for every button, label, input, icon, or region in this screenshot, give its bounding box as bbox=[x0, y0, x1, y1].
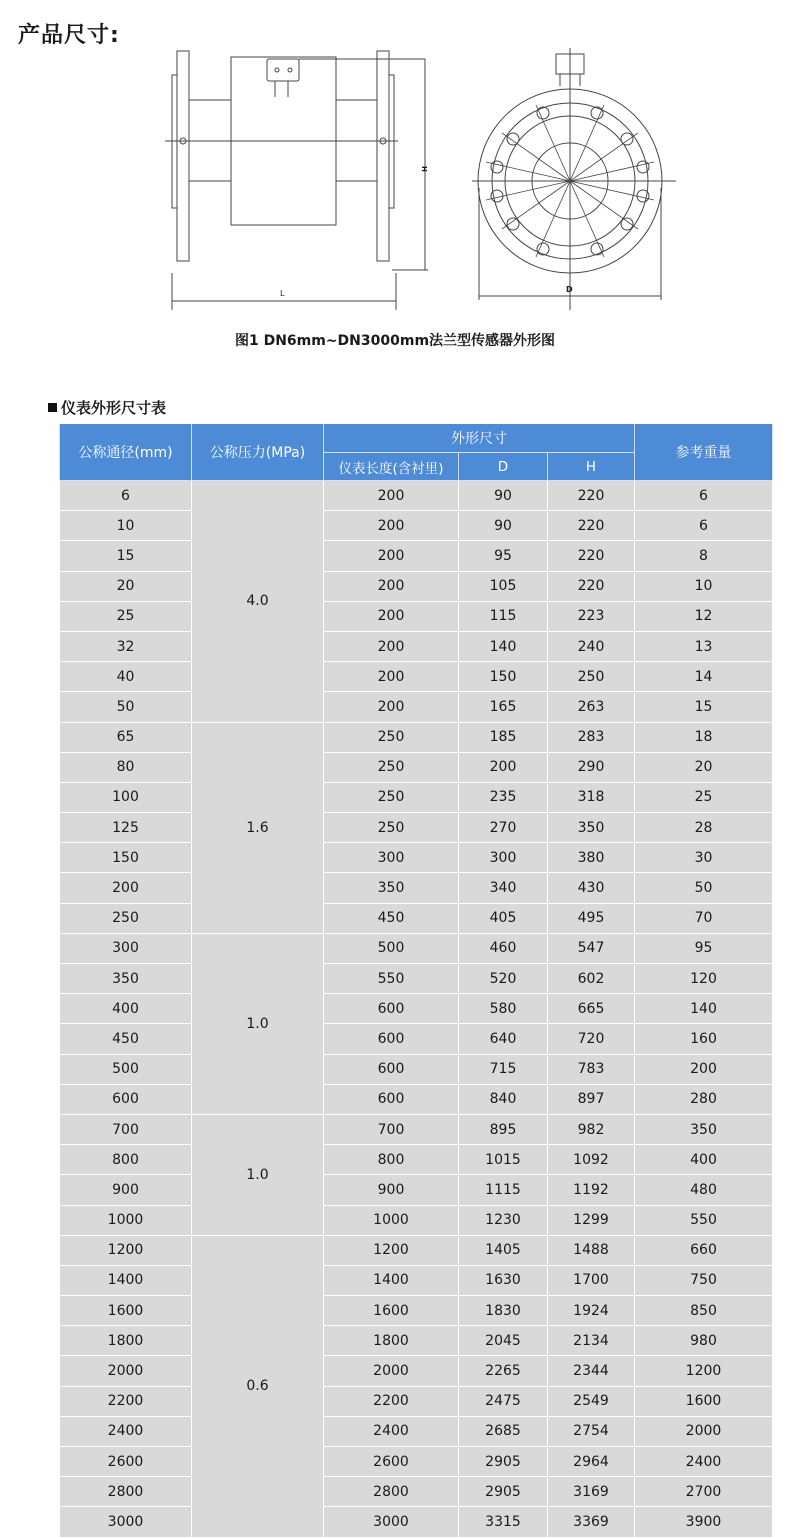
cell-length: 700 bbox=[324, 1114, 459, 1144]
cell-length: 250 bbox=[324, 782, 459, 812]
table-row bbox=[60, 843, 773, 873]
cell-weight: 350 bbox=[635, 1114, 773, 1144]
table-row bbox=[60, 994, 773, 1024]
cell-h: 350 bbox=[548, 813, 635, 843]
cell-length: 200 bbox=[324, 662, 459, 692]
cell-h: 380 bbox=[548, 843, 635, 873]
cell-weight: 13 bbox=[635, 631, 773, 661]
cell-h: 220 bbox=[548, 481, 635, 511]
table-row bbox=[60, 631, 773, 661]
cell-d: 715 bbox=[459, 1054, 548, 1084]
cell-d: 1115 bbox=[459, 1175, 548, 1205]
cell-length: 600 bbox=[324, 1054, 459, 1084]
cell-h: 3169 bbox=[548, 1477, 635, 1507]
cell-d: 2265 bbox=[459, 1356, 548, 1386]
table-row bbox=[60, 1507, 773, 1537]
cell-length: 300 bbox=[324, 843, 459, 873]
header-d: D bbox=[459, 453, 548, 481]
cell-length: 200 bbox=[324, 692, 459, 722]
cell-length: 250 bbox=[324, 813, 459, 843]
cell-weight: 14 bbox=[635, 662, 773, 692]
cell-dn: 1800 bbox=[60, 1326, 192, 1356]
cell-d: 840 bbox=[459, 1084, 548, 1114]
cell-h: 290 bbox=[548, 752, 635, 782]
cell-d: 235 bbox=[459, 782, 548, 812]
table-row bbox=[60, 1296, 773, 1326]
cell-dn: 80 bbox=[60, 752, 192, 782]
section-title-text: 仪表外形尺寸表 bbox=[61, 399, 167, 417]
cell-dn: 10 bbox=[60, 511, 192, 541]
cell-dn: 6 bbox=[60, 481, 192, 511]
cell-length: 2400 bbox=[324, 1416, 459, 1446]
cell-dn: 600 bbox=[60, 1084, 192, 1114]
square-bullet-icon bbox=[48, 403, 57, 412]
cell-length: 200 bbox=[324, 481, 459, 511]
header-dn: 公称通径(mm) bbox=[60, 424, 192, 481]
cell-h: 430 bbox=[548, 873, 635, 903]
cell-d: 640 bbox=[459, 1024, 548, 1054]
cell-dn: 900 bbox=[60, 1175, 192, 1205]
table-row bbox=[60, 601, 773, 631]
cell-h: 897 bbox=[548, 1084, 635, 1114]
cell-length: 3000 bbox=[324, 1507, 459, 1537]
cell-h: 2134 bbox=[548, 1326, 635, 1356]
cell-h: 220 bbox=[548, 571, 635, 601]
cell-length: 2800 bbox=[324, 1477, 459, 1507]
table-row bbox=[60, 873, 773, 903]
header-length: 仪表长度(含衬里) bbox=[324, 453, 459, 481]
table-row bbox=[60, 1084, 773, 1114]
cell-d: 115 bbox=[459, 601, 548, 631]
cell-dn: 450 bbox=[60, 1024, 192, 1054]
cell-dn: 1400 bbox=[60, 1265, 192, 1295]
cell-length: 2600 bbox=[324, 1447, 459, 1477]
cell-h: 263 bbox=[548, 692, 635, 722]
cell-d: 185 bbox=[459, 722, 548, 752]
table-row bbox=[60, 541, 773, 571]
table-row bbox=[60, 1145, 773, 1175]
table-row bbox=[60, 752, 773, 782]
cell-length: 200 bbox=[324, 571, 459, 601]
cell-weight: 120 bbox=[635, 964, 773, 994]
cell-d: 90 bbox=[459, 481, 548, 511]
cell-dn: 1200 bbox=[60, 1235, 192, 1265]
cell-dn: 32 bbox=[60, 631, 192, 661]
cell-weight: 980 bbox=[635, 1326, 773, 1356]
cell-dn: 200 bbox=[60, 873, 192, 903]
cell-d: 200 bbox=[459, 752, 548, 782]
cell-h: 495 bbox=[548, 903, 635, 933]
cell-dn: 350 bbox=[60, 964, 192, 994]
cell-weight: 400 bbox=[635, 1145, 773, 1175]
cell-d: 90 bbox=[459, 511, 548, 541]
cell-dn: 15 bbox=[60, 541, 192, 571]
cell-h: 547 bbox=[548, 933, 635, 963]
header-h: H bbox=[548, 453, 635, 481]
cell-d: 340 bbox=[459, 873, 548, 903]
cell-dn: 800 bbox=[60, 1145, 192, 1175]
table-row bbox=[60, 1265, 773, 1295]
header-pressure: 公称压力(MPa) bbox=[192, 424, 324, 481]
cell-d: 1630 bbox=[459, 1265, 548, 1295]
cell-length: 500 bbox=[324, 933, 459, 963]
cell-h: 250 bbox=[548, 662, 635, 692]
cell-h: 318 bbox=[548, 782, 635, 812]
table-row bbox=[60, 1175, 773, 1205]
cell-h: 1299 bbox=[548, 1205, 635, 1235]
dimension-table bbox=[59, 424, 773, 1538]
section-title bbox=[48, 397, 166, 418]
cell-d: 270 bbox=[459, 813, 548, 843]
table-body bbox=[60, 481, 773, 1538]
cell-d: 140 bbox=[459, 631, 548, 661]
cell-h: 2754 bbox=[548, 1416, 635, 1446]
cell-length: 200 bbox=[324, 541, 459, 571]
cell-weight: 160 bbox=[635, 1024, 773, 1054]
cell-pressure: 1.0 bbox=[192, 1114, 324, 1235]
cell-dn: 250 bbox=[60, 903, 192, 933]
cell-d: 300 bbox=[459, 843, 548, 873]
page-title: 产品尺寸: bbox=[18, 23, 120, 48]
table-row bbox=[60, 782, 773, 812]
front-view-drawing bbox=[472, 48, 676, 310]
cell-dn: 700 bbox=[60, 1114, 192, 1144]
cell-dn: 2200 bbox=[60, 1386, 192, 1416]
cell-length: 550 bbox=[324, 964, 459, 994]
header-dimensions: 外形尺寸 bbox=[324, 424, 635, 453]
cell-weight: 20 bbox=[635, 752, 773, 782]
cell-d: 105 bbox=[459, 571, 548, 601]
cell-pressure: 1.6 bbox=[192, 722, 324, 933]
cell-weight: 660 bbox=[635, 1235, 773, 1265]
cell-weight: 3900 bbox=[635, 1507, 773, 1537]
cell-h: 220 bbox=[548, 511, 635, 541]
cell-d: 405 bbox=[459, 903, 548, 933]
cell-dn: 50 bbox=[60, 692, 192, 722]
table-row bbox=[60, 1447, 773, 1477]
cell-d: 2685 bbox=[459, 1416, 548, 1446]
cell-weight: 200 bbox=[635, 1054, 773, 1084]
svg-text:H: H bbox=[420, 166, 428, 172]
cell-dn: 1000 bbox=[60, 1205, 192, 1235]
cell-weight: 2000 bbox=[635, 1416, 773, 1446]
cell-weight: 18 bbox=[635, 722, 773, 752]
cell-weight: 6 bbox=[635, 481, 773, 511]
cell-weight: 550 bbox=[635, 1205, 773, 1235]
cell-dn: 1600 bbox=[60, 1296, 192, 1326]
cell-weight: 6 bbox=[635, 511, 773, 541]
cell-dn: 150 bbox=[60, 843, 192, 873]
cell-d: 1015 bbox=[459, 1145, 548, 1175]
cell-d: 2045 bbox=[459, 1326, 548, 1356]
cell-h: 665 bbox=[548, 994, 635, 1024]
table-row bbox=[60, 662, 773, 692]
cell-h: 1700 bbox=[548, 1265, 635, 1295]
cell-h: 1092 bbox=[548, 1145, 635, 1175]
cell-length: 200 bbox=[324, 631, 459, 661]
cell-dn: 25 bbox=[60, 601, 192, 631]
cell-h: 2549 bbox=[548, 1386, 635, 1416]
cell-dn: 20 bbox=[60, 571, 192, 601]
cell-dn: 2800 bbox=[60, 1477, 192, 1507]
table-row bbox=[60, 1416, 773, 1446]
cell-length: 1400 bbox=[324, 1265, 459, 1295]
side-view-drawing bbox=[165, 51, 428, 310]
cell-dn: 300 bbox=[60, 933, 192, 963]
cell-d: 2905 bbox=[459, 1447, 548, 1477]
cell-pressure: 1.0 bbox=[192, 933, 324, 1114]
table-row bbox=[60, 481, 773, 511]
cell-dn: 2600 bbox=[60, 1447, 192, 1477]
cell-length: 600 bbox=[324, 1024, 459, 1054]
cell-weight: 480 bbox=[635, 1175, 773, 1205]
cell-d: 895 bbox=[459, 1114, 548, 1144]
cell-weight: 25 bbox=[635, 782, 773, 812]
cell-d: 1405 bbox=[459, 1235, 548, 1265]
cell-dn: 500 bbox=[60, 1054, 192, 1084]
cell-d: 1230 bbox=[459, 1205, 548, 1235]
cell-weight: 28 bbox=[635, 813, 773, 843]
table-row bbox=[60, 1326, 773, 1356]
cell-h: 1488 bbox=[548, 1235, 635, 1265]
cell-h: 1924 bbox=[548, 1296, 635, 1326]
cell-length: 200 bbox=[324, 601, 459, 631]
cell-length: 1800 bbox=[324, 1326, 459, 1356]
cell-weight: 15 bbox=[635, 692, 773, 722]
cell-weight: 70 bbox=[635, 903, 773, 933]
cell-length: 600 bbox=[324, 994, 459, 1024]
cell-weight: 30 bbox=[635, 843, 773, 873]
cell-pressure: 0.6 bbox=[192, 1235, 324, 1537]
cell-h: 2344 bbox=[548, 1356, 635, 1386]
cell-weight: 1600 bbox=[635, 1386, 773, 1416]
table-row bbox=[60, 1356, 773, 1386]
figure-caption: 图1 DN6mm~DN3000mm法兰型传感器外形图 bbox=[234, 333, 556, 349]
table-row bbox=[60, 933, 773, 963]
cell-length: 350 bbox=[324, 873, 459, 903]
table-row bbox=[60, 1114, 773, 1144]
cell-length: 600 bbox=[324, 1084, 459, 1114]
cell-weight: 8 bbox=[635, 541, 773, 571]
cell-pressure: 4.0 bbox=[192, 481, 324, 723]
cell-weight: 1200 bbox=[635, 1356, 773, 1386]
cell-weight: 140 bbox=[635, 994, 773, 1024]
svg-text:D: D bbox=[566, 285, 573, 294]
cell-length: 1000 bbox=[324, 1205, 459, 1235]
cell-d: 2475 bbox=[459, 1386, 548, 1416]
cell-h: 223 bbox=[548, 601, 635, 631]
cell-length: 250 bbox=[324, 722, 459, 752]
cell-h: 2964 bbox=[548, 1447, 635, 1477]
cell-weight: 280 bbox=[635, 1084, 773, 1114]
table-row bbox=[60, 511, 773, 541]
cell-length: 250 bbox=[324, 752, 459, 782]
cell-weight: 10 bbox=[635, 571, 773, 601]
cell-length: 2200 bbox=[324, 1386, 459, 1416]
table-row bbox=[60, 571, 773, 601]
svg-text:L: L bbox=[280, 289, 285, 298]
cell-dn: 40 bbox=[60, 662, 192, 692]
cell-d: 2905 bbox=[459, 1477, 548, 1507]
header-weight: 参考重量 bbox=[635, 424, 773, 481]
table-row bbox=[60, 1386, 773, 1416]
cell-d: 150 bbox=[459, 662, 548, 692]
flange-sensor-drawing bbox=[160, 48, 700, 310]
cell-h: 283 bbox=[548, 722, 635, 752]
cell-h: 982 bbox=[548, 1114, 635, 1144]
cell-weight: 50 bbox=[635, 873, 773, 903]
cell-d: 3315 bbox=[459, 1507, 548, 1537]
table-row bbox=[60, 903, 773, 933]
cell-length: 800 bbox=[324, 1145, 459, 1175]
cell-length: 2000 bbox=[324, 1356, 459, 1386]
cell-dn: 2400 bbox=[60, 1416, 192, 1446]
cell-weight: 2400 bbox=[635, 1447, 773, 1477]
cell-length: 200 bbox=[324, 511, 459, 541]
cell-dn: 65 bbox=[60, 722, 192, 752]
cell-h: 240 bbox=[548, 631, 635, 661]
cell-dn: 125 bbox=[60, 813, 192, 843]
table-row bbox=[60, 1054, 773, 1084]
cell-length: 450 bbox=[324, 903, 459, 933]
cell-weight: 12 bbox=[635, 601, 773, 631]
cell-length: 1200 bbox=[324, 1235, 459, 1265]
table-row bbox=[60, 964, 773, 994]
cell-h: 220 bbox=[548, 541, 635, 571]
cell-h: 783 bbox=[548, 1054, 635, 1084]
table-row bbox=[60, 722, 773, 752]
cell-h: 602 bbox=[548, 964, 635, 994]
cell-length: 900 bbox=[324, 1175, 459, 1205]
table-row bbox=[60, 1024, 773, 1054]
cell-weight: 2700 bbox=[635, 1477, 773, 1507]
table-row bbox=[60, 1235, 773, 1265]
cell-length: 1600 bbox=[324, 1296, 459, 1326]
cell-d: 165 bbox=[459, 692, 548, 722]
cell-h: 1192 bbox=[548, 1175, 635, 1205]
cell-d: 1830 bbox=[459, 1296, 548, 1326]
cell-weight: 850 bbox=[635, 1296, 773, 1326]
cell-d: 95 bbox=[459, 541, 548, 571]
cell-h: 3369 bbox=[548, 1507, 635, 1537]
cell-d: 460 bbox=[459, 933, 548, 963]
cell-dn: 2000 bbox=[60, 1356, 192, 1386]
cell-weight: 95 bbox=[635, 933, 773, 963]
cell-dn: 3000 bbox=[60, 1507, 192, 1537]
table-row bbox=[60, 692, 773, 722]
cell-weight: 750 bbox=[635, 1265, 773, 1295]
cell-h: 720 bbox=[548, 1024, 635, 1054]
table-row bbox=[60, 1477, 773, 1507]
cell-d: 520 bbox=[459, 964, 548, 994]
cell-dn: 400 bbox=[60, 994, 192, 1024]
table-row bbox=[60, 1205, 773, 1235]
cell-d: 580 bbox=[459, 994, 548, 1024]
table-row bbox=[60, 813, 773, 843]
cell-dn: 100 bbox=[60, 782, 192, 812]
